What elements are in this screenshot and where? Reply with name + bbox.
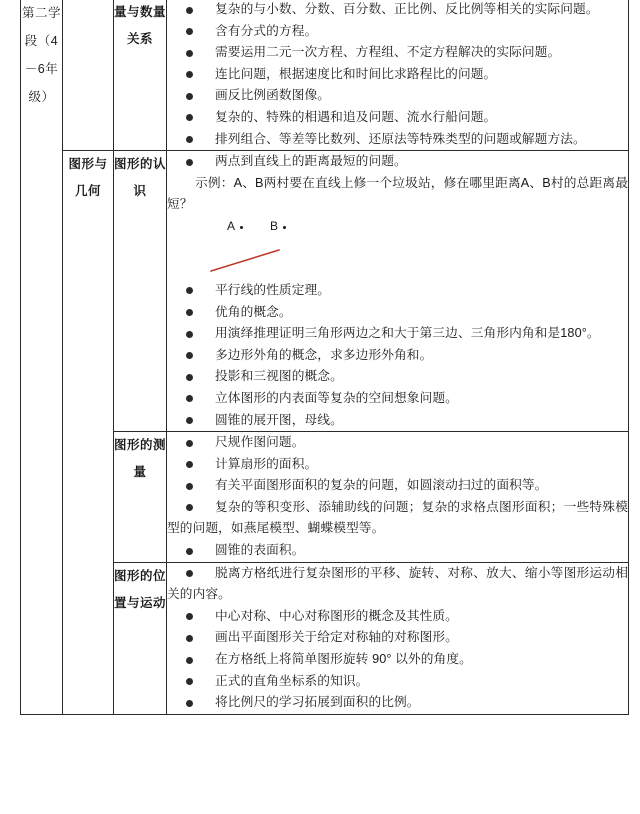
stage-label-cell: 第二学段（4－6年级）: [21, 0, 63, 714]
topic-label-tuxing-de-weizhi-yu-yundong: 图形的位置与运动: [114, 562, 167, 714]
list-item-text: 尺规作图问题。: [215, 435, 305, 450]
list-item: [167, 21, 628, 43]
point-a-text: A: [227, 218, 236, 233]
list-item-text: 复杂的等积变形、添辅助线的问题；复杂的求格点图形面积；一些特殊模型的问题，如燕尾模型、蝴蝶模型等。: [167, 499, 628, 536]
example-text: 示例：A、B两村要在直线上修一个垃圾站，修在哪里距离A、B村的总距离最短？: [167, 175, 628, 212]
list-item-text: 连比问题，根据速度比和时间比求路程比的问题。: [215, 66, 497, 81]
list-item-text: 用演绎推理证明三角形两边之和大于第三边、三角形内角和是180°。: [215, 326, 600, 341]
topic-label-tuxing-de-renshi: 图形的认识: [114, 151, 167, 432]
list-item: [167, 42, 628, 64]
list-item-text: 复杂的、特殊的相遇和追及问题、流水行船问题。: [215, 109, 497, 124]
bullet-dot-icon: [186, 374, 193, 381]
list-item-text: 投影和三视图的概念。: [215, 369, 343, 384]
bullet-dot-icon: [186, 570, 193, 577]
table-row: [21, 0, 629, 151]
bullet-dot-icon: [186, 461, 193, 468]
list-item: [167, 388, 628, 410]
bullet-list: [167, 432, 628, 562]
curriculum-table: [20, 0, 629, 715]
list-item: [167, 432, 628, 454]
list-item: [167, 151, 628, 173]
geometry-figure: [167, 216, 628, 278]
list-item: [167, 0, 628, 21]
list-item-text: 圆锥的展开图，母线。: [215, 412, 343, 427]
bullet-dot-icon: [186, 417, 193, 424]
table-row: [21, 151, 629, 432]
content-cell-tuxing-de-weizhi-yu-yundong: [167, 562, 629, 714]
list-item: [167, 497, 628, 540]
list-item: [167, 323, 628, 345]
list-item: [167, 64, 628, 86]
list-item-text: 画出平面图形关于给定对称轴的对称图形。: [215, 630, 458, 645]
bullet-dot-icon: [186, 635, 193, 642]
content-cell-tuxing-de-renshi: [167, 151, 629, 432]
list-item: [167, 540, 628, 562]
domain-label-tuxing-yu-jihe: 图形与几何: [63, 151, 114, 715]
list-item-text: 在方格纸上将简单图形旋转 90° 以外的角度。: [215, 652, 472, 667]
bullet-dot-icon: [186, 504, 193, 511]
bullet-dot-icon: [186, 114, 193, 121]
list-item-text: 正式的直角坐标系的知识。: [215, 673, 369, 688]
bullet-dot-icon: [186, 331, 193, 338]
list-item-text: 多边形外角的概念，求多边形外角和。: [215, 347, 433, 362]
list-item: [167, 85, 628, 107]
bullet-dot-icon: [186, 395, 193, 402]
point-b-text: B: [270, 218, 279, 233]
list-item-text: 立体图形的内表面等复杂的空间想象问题。: [215, 390, 458, 405]
bullet-dot-icon: [186, 93, 193, 100]
list-item: [167, 671, 628, 693]
list-item-text: 复杂的与小数、分数、百分数、正比例、反比例等相关的实际问题。: [215, 2, 599, 16]
bullet-list: [167, 280, 628, 431]
list-item-text: 平行线的性质定理。: [215, 282, 331, 297]
list-item-text: 将比例尺的学习拓展到面积的比例。: [215, 695, 420, 710]
list-item: [167, 280, 628, 302]
list-item-text: 需要运用二元一次方程、方程组、不定方程解决的实际问题。: [215, 45, 561, 60]
domain-label-cell-empty: [63, 0, 114, 151]
list-item-text: 画反比例函数图像。: [215, 88, 331, 103]
bullet-list: [167, 563, 628, 714]
topic-label-tuxing-de-celiang: 图形的测量: [114, 432, 167, 563]
list-item: [167, 302, 628, 324]
list-item: [167, 475, 628, 497]
list-item: [167, 627, 628, 649]
bullet-dot-icon: [186, 50, 193, 57]
list-item: [167, 649, 628, 671]
bullet-dot-icon: [186, 440, 193, 447]
bullet-dot-icon: [186, 483, 193, 490]
bullet-dot-icon: [186, 287, 193, 294]
list-item-text: 中心对称、中心对称图形的概念及其性质。: [215, 608, 458, 623]
content-cell-liang-yu-shuliang-guanxi: [167, 0, 629, 151]
list-item-text: 计算扇形的面积。: [215, 456, 318, 471]
red-line-icon: [167, 216, 427, 278]
list-item: [167, 563, 628, 606]
bullet-list: [167, 0, 628, 150]
bullet-dot-icon: [186, 613, 193, 620]
list-item: [167, 410, 628, 432]
list-item-text: 含有分式的方程。: [215, 23, 318, 38]
bullet-dot-icon: [186, 309, 193, 316]
bullet-dot-icon: [186, 678, 193, 685]
list-item: [167, 606, 628, 628]
topic-label-liang-yu-shuliang-guanxi: 量与数量关系: [114, 0, 167, 151]
content-cell-tuxing-de-celiang: [167, 432, 629, 563]
list-item: [167, 107, 628, 129]
list-item: [167, 345, 628, 367]
list-item-text: 两点到直线上的距离最短的问题。: [215, 154, 407, 169]
bullet-dot-icon: [186, 159, 193, 166]
list-item-text: 脱离方格纸进行复杂图形的平移、旋转、对称、放大、缩小等图形运动相关的内容。: [167, 565, 628, 602]
list-item: [167, 366, 628, 388]
list-item-text: 圆锥的表面积。: [215, 543, 305, 558]
bullet-dot-icon: [186, 28, 193, 35]
bullet-dot-icon: [186, 352, 193, 359]
bullet-dot-icon: [186, 7, 193, 14]
list-item: [167, 129, 628, 151]
list-item: [167, 692, 628, 714]
list-item-text: 有关平面图形面积的复杂的问题，如圆滚动扫过的面积等。: [215, 478, 548, 493]
list-item: [167, 454, 628, 476]
list-item-text: 排列组合、等差等比数列、还原法等特殊类型的问题或解题方法。: [215, 131, 586, 146]
bullet-dot-icon: [186, 136, 193, 143]
bullet-list: [167, 151, 628, 173]
bullet-dot-icon: [186, 700, 193, 707]
bullet-dot-icon: [186, 71, 193, 78]
bullet-dot-icon: [186, 657, 193, 664]
bullet-dot-icon: [186, 548, 193, 555]
list-item-text: 优角的概念。: [215, 304, 292, 319]
